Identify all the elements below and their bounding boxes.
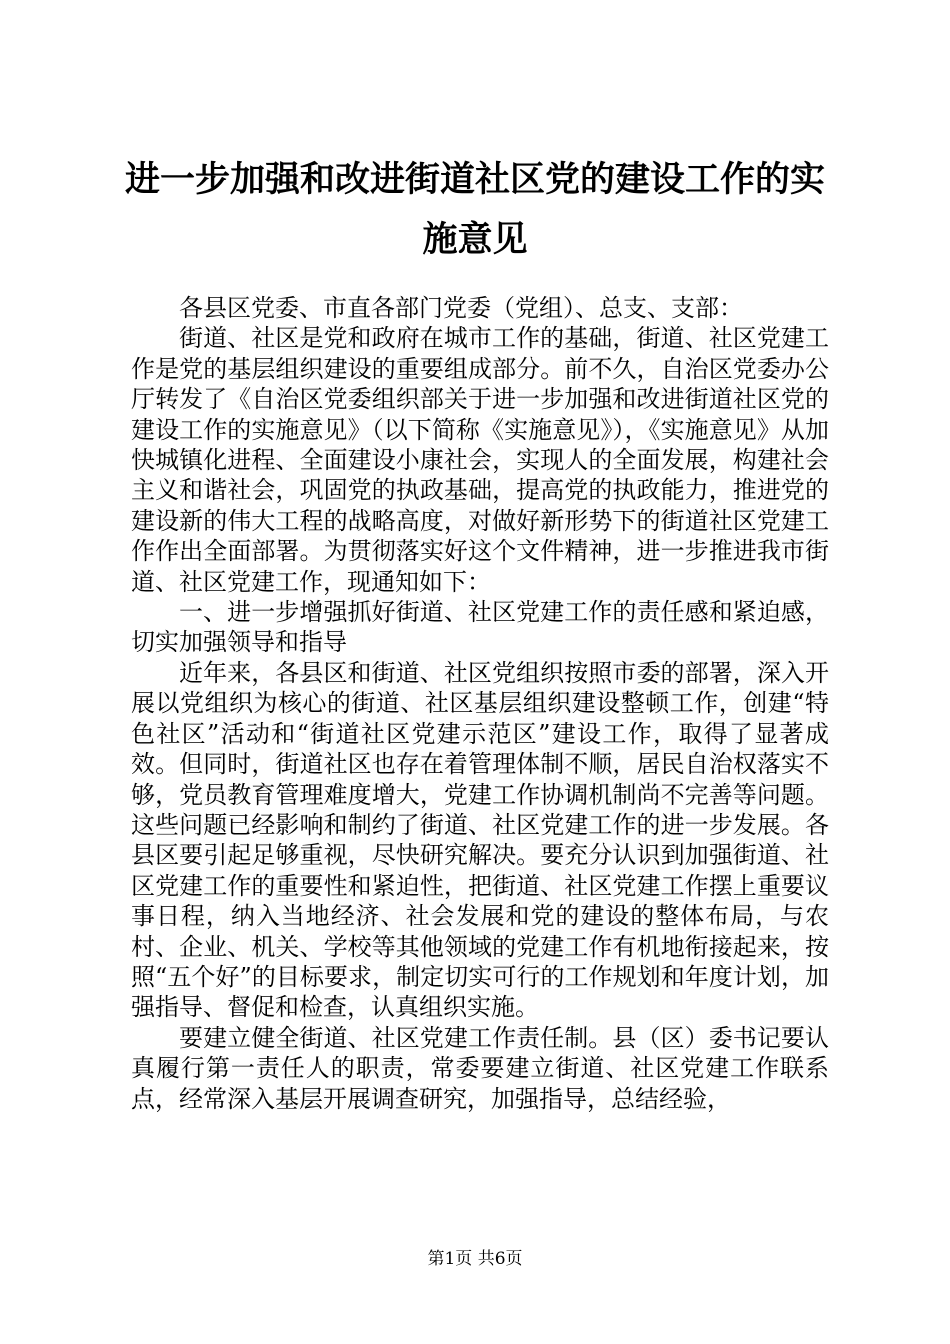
body-paragraph: 要建立健全街道、社区党建工作责任制。县（区）委书记要认真履行第一责任人的职责，常委要建立街道、社区党建工作联系点，经常深入基层开展调查研究，加强指导，总结经验， (131, 1023, 829, 1113)
body-paragraph: 街道、社区是党和政府在城市工作的基础，街道、社区党建工作是党的基层组织建设的重要组成部分。前不久，自治区党委办公厅转发了《自治区党委组织部关于进一步加强和改进街道社区党的建设工作的实施意见》（以下简称《实施意见》），《实施意见》从加快城镇化进程、全面建设小康社会，实现人的全面发展，构建社会主义和谐社会，巩固党的执政基础，提高党的执政能力，推进党的建设新的伟大工程的战略高度，对做好新形势下的街道社区党建工作作出全面部署。为贯彻落实好这个文件精神，进一步推进我市街道、社区党建工作，现通知如下： (131, 324, 829, 596)
page-footer: 第1页 共6页 (427, 1249, 523, 1269)
salutation-paragraph: 各县区党委、市直各部门党委（党组）、总支、支部： (179, 294, 743, 322)
body-paragraph: 近年来，各县区和街道、社区党组织按照市委的部署，深入开展以党组织为核心的街道、社区基层组织建设整顿工作，创建“特色社区”活动和“街道社区党建示范区”建设工作，取得了显著成效。但同时，街道社区也存在着管理体制不顺，居民自治权落实不够，党员教育管理难度增大，党建工作协调机制尚不完善等问题。这些问题已经影响和制约了街道、社区党建工作的进一步发展。各县区要引起足够重视，尽快研究解决。要充分认识到加强街道、社区党建工作的重要性和紧迫性，把街道、社区党建工作摆上重要议事日程，纳入当地经济、社会发展和党的建设的整体布局，与农村、企业、机关、学校等其他领域的党建工作有机地衔接起来，按照“五个好”的目标要求，制定切实可行的工作规划和年度计划，加强指导、督促和检查，认真组织实施。 (131, 658, 829, 1022)
document-title: 进一步加强和改进街道社区党的建设工作的实施意见 (124, 159, 825, 260)
section-heading: 一、进一步增强抓好街道、社区党建工作的责任感和紧迫感，切实加强领导和指导 (131, 598, 829, 657)
document-body (131, 293, 829, 1114)
